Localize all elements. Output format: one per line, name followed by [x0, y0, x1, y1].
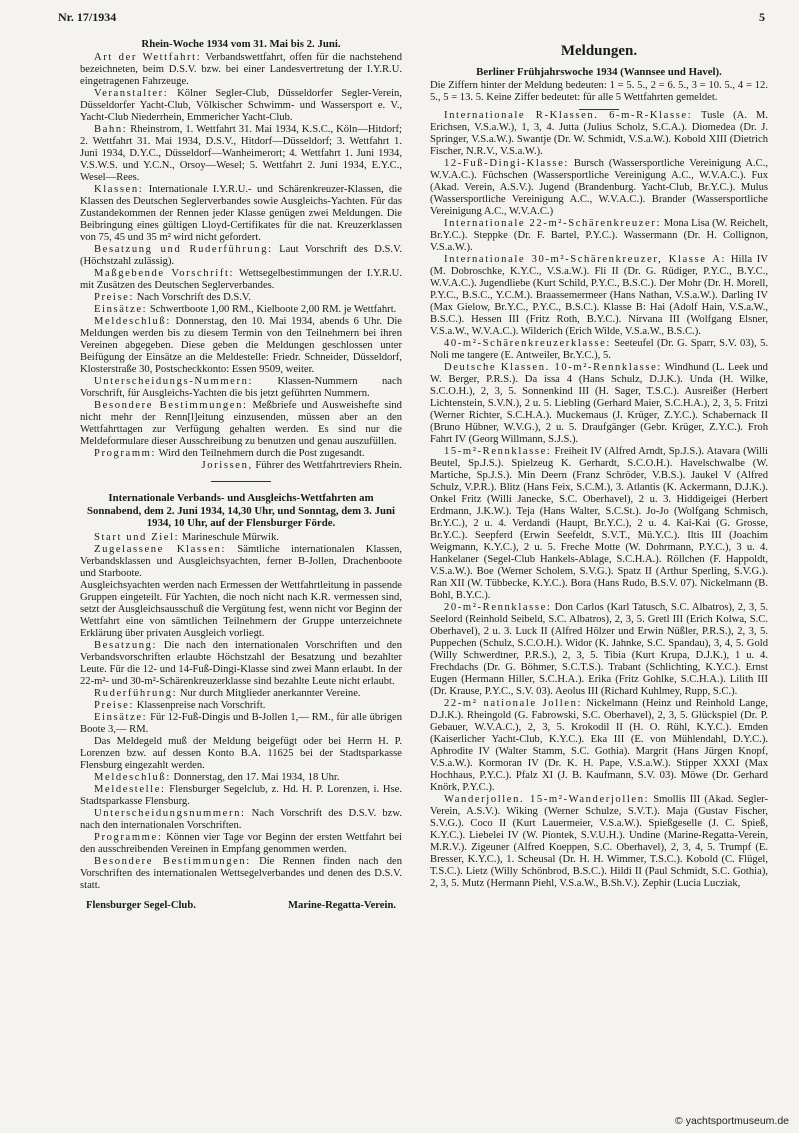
rhein-programm: Programm: Wird den Teilnehmern durch die Post zugesandt.	[94, 448, 365, 460]
fl-ruder: Ruderführung: Nur durch Mitglieder anerkannter Vereine.	[94, 687, 361, 699]
page-number: 5	[759, 10, 765, 24]
flensburg-title: Internationale Verbands- und Ausgleichs-Wettfahrten am Sonnabend, dem 2. Juni 1934, 14,30 Uhr, und Sonntag, dem 3. Juni 1934, 10 Uhr, auf der Flensburger Förde.	[86, 492, 395, 530]
rhein-title: Rhein-Woche 1934 vom 31. Mai bis 2. Juni.	[141, 38, 341, 50]
entry-22qm-jollen: 22-m² nationale Jollen: Nickelmann (Heinz und Reinhold Lange, D.J.K.). Rheingold (G. Fabrowski, S.C. Oberhavel), 2, 3, 5. Glückspiel (Dr. P. Gebauer, W.V.A.C.), 2, 3, 5. Krokodil II (H. O. Rühl, K.Y.C.). Emden (Kaiserlicher Yacht-Club, K.Y.C.). Eka III (E. von Mühlendahl, D.Y.C.). Aphrodite IV (Walter Stamm, S.C. Gothia). Margrit (Hans Jürgen Knopf, V.S.a.W.). Kormoran IV (Dr. K. H. Pape, V.S.a.W.). Stipper XXXI (Max Hochhaus, P.Y.C.). Pfalz XI (J. B. Kaufmann, S.V. 03). Möwe (Dr. Gerhard Knörk, P.Y.C.).	[430, 698, 768, 794]
entry-6m-r: Internationale R-Klassen. 6-m-R-Klasse: Tusle (A. M. Erichsen, V.S.a.W.), 1, 3, 4. Jutta (Julius Scholz, S.C.A.). Diomedea (Dr. J. Springer, V.S.a.W.). Swantje (Dr. W. Schmidt, V.S.a.W.). Kobold XIII (Dietrich Fischer, N.R.V., V.S.a.W.).	[430, 110, 768, 158]
fl-meldeschluss: Meldeschluß: Donnerstag, den 17. Mai 1934, 18 Uhr.	[94, 771, 340, 783]
rhein-klassen: Klassen: Internationale I.Y.R.U.- und Schärenkreuzer-Klassen, die Klassen des Deutschen Seglerverbandes sowie Ausgleichs-Yachten. Für das Zustandekommen der Rennen jeder Klasse genügen zwei Meldungen. Die Beibringung eines gültigen Lloyd-Certifikates für die nat. Kreuzerklassen von 75, 45 und 35 m² wird nicht gefordert.	[80, 184, 402, 244]
rhein-art: Art der Wettfahrt: Verbandswettfahrt, offen für die nachstehend bezeichneten, beim D.S.V. bzw. bei einer Landesvertretung der I.Y.R.U. eingetragenen Fahrzeuge.	[80, 52, 403, 88]
section-divider	[211, 481, 271, 482]
rhein-bestimmungen: Besondere Bestimmungen: Meßbriefe und Ausweishefte sind nicht mehr der Renn[l]eitung einzusenden, müssen aber an den Wettfahrttagen zur Verfügung gehalten werden. Es sind nur die Meldeformulare dieser Ausschreibung zu benutzen und genau auszufüllen.	[80, 400, 402, 448]
meldungen-heading: Meldungen.	[560, 43, 638, 59]
meldungen-subheading: Berliner Frühjahrswoche 1934 (Wannsee und Havel).	[476, 66, 722, 78]
right-column	[430, 38, 768, 890]
entry-40qm: 40-m²-Schärenkreuzerklasse: Seeteufel (Dr. G. Sparr, S.V. 03), 5. Noli me tangere (E. Antweiler, Br.Y.C.), 5.	[430, 338, 768, 362]
entry-22qm: Internationale 22-m²-Schärenkreuzer: Mona Lisa (W. Reichelt, Br.Y.C.). Steppke (Dr. F. Bartel, P.Y.C.). Wassermann (Dr. H. Collignon, V.S.a.W.).	[430, 218, 768, 254]
entry-15qm-renn: 15-m²-Rennklasse: Freiheit IV (Alfred Arndt, Sp.J.S.). Atavara (Willi Beutel, Sp.J.S.). Spielzeug K. Gerhardt, S.C.O.H.). Havelschwalbe (W. Martiche, Sp.J.S.). Min Deern (Franz Schröder, V.B.S.). Jaukel V (Alfred Schulz, V.P.R.). Blitz (Hans Feix, S.C.M.), 3. Atlantis (K. Ackermann, D.J.K.). Onkel Fritz (Willi Janecke, S.C. Oberhavel), 2 u. 3. Hiddigeigei (Herbert Erdmann, J.K.W.). Teja (Hans Walter, S.C.St.). Jo-Jo (Wolfgang Schmisch, Br.Y.C.), 2 u. 4. Verdandi (Haupt, Br.Y.C.), 2 u. 4. Kai-Kai (G. Grosse, Br.Y.C.). Seepferd (Erwin Seefeldt, S.V.T., Mü.Y.C.). Iltis III (Joachim Weigmann, K.Y.C.), 2 u. 5. Freche Motte (W. Dohrmann, P.Y.C.), 3 u. 4. Hankelaner (Segel-Club Hankels-Ablage, S.C.H.A.). Röllchen (F. Happoldt, V.S.a.W.). Boe (Werner Scholem, S.V.G.). Spatz II (Arthur Sperling, S.V.G.). Ran XII (W. Tübbecke, K.Y.C.). Bora (Hans Rudo, B.S.V. 07). Nickelmann (B. Bohl, B.Y.C.).	[430, 446, 768, 602]
fl-einsaetze: Einsätze: Für 12-Fuß-Dingis und B-Jollen 1,— RM., für alle übrigen Boote 3,— RM.	[80, 711, 402, 735]
page-header	[58, 10, 765, 26]
rhein-meldeschluss: Meldeschluß: Donnerstag, den 10. Mai 1934, abends 6 Uhr. Die Meldungen werden bis zu diesem Termin von den Teilnehmern bei ihren Vereinen abgegeben. Diese geben die Meldungen geschlossen unter Beifügung der Einsätze an die Meldestelle: Friedr. Schneider, Düsseldorf, Klosterstraße 30, Postscheckkonto: Essen 9509, weiter.	[80, 316, 402, 376]
signature-segel-club: Flensburger Segel-Club.	[86, 899, 196, 911]
fl-meldestelle: Meldestelle: Flensburger Segelclub, z. Hd. H. P. Lorenzen, i. Hse. Stadtsparkasse Flensburg.	[80, 783, 402, 807]
rhein-veranstalter: Veranstalter: Kölner Segler-Club, Düsseldorfer Segler-Verein, Düsseldorfer Yacht-Club, Völkischer Schwimm- und Wassersport e. V., Yacht-Club Niederrhein, Emmericher Yacht-Club.	[80, 88, 402, 124]
fl-klassen: Zugelassene Klassen: Sämtliche internationalen Klassen, Verbandsklassen und Ausgleichsyachten, ferner B-Jollen, Drachenboote und Starboote.	[80, 543, 402, 579]
entry-30qm: Internationale 30-m²-Schärenkreuzer, Klasse A: Hilla IV (M. Dobroschke, K.Y.C., V.S.a.W.). Fli II (Dr. G. Rüdiger, P.Y.C., B.Y.C., W.V.A.C.). Jugendliebe (Kurt Schild, P.Y.C., B.S.C.). Der Mohr (Dr. H. Morell, P.Y.C., B.S.C., Y.C.M.). Braassemermeer (Hans Nathan, V.S.a.W.). Darling IV (Max Gielow, Br.Y.C., P.Y.C., B.S.C.). Klasse B: Hai (Adolf Hain, V.S.a.W., B.S.C.). Hessen III (Fritz Roth, B.Y.C.). Nirvana III (Wolfgang Elsner, V.S.a.W., W.V.A.C.). Wilderich (Erich Wilde, V.S.a.W., B.S.C.).	[430, 254, 768, 338]
rhein-besatzung: Besatzung und Ruderführung: Laut Vorschrift des D.S.V. (Höchstzahl zulässig).	[80, 244, 403, 268]
entry-12ft-dingi: 12-Fuß-Dingi-Klasse: Bursch (Wassersportliche Vereinigung A.C., W.V.A.C.). Füchschen (Wassersportliche Vereinigung A.C., W.V.A.C.). Fux (Akad. Verein, A.S.V.). Jugend (Brandenburg. Yacht-Club, Br.Y.C.). Mulus (Wassersportliche Vereinigung A.C., W.V.A.C.). Brander (Wassersportliche Vereinigung A.C., W.V.A.C.)	[430, 158, 768, 218]
rhein-vorschrift: Maßgebende Vorschrift: Wettsegelbestimmungen der I.Y.R.U. mit Zusätzen des Deutschen Seglerverbandes.	[80, 268, 402, 292]
fl-nummern: Unterscheidungsnummern: Nach Vorschrift des D.S.V. bzw. nach den internationalen Vorschriften.	[80, 807, 402, 831]
rhein-einsaetze: Einsätze: Schwertboote 1,00 RM., Kielboote 2,00 RM. je Wettfahrt.	[94, 304, 397, 316]
fl-start: Start und Ziel: Marineschule Mürwik.	[94, 531, 279, 543]
entry-10qm-renn: Deutsche Klassen. 10-m²-Rennklasse: Windhund (L. Leek und W. Berger, P.R.S.). Da issa 4 (Hans Schulz, D.J.K.). Unda (H. Wilke, S.C.O.H.), 2, 3, 5. Sonnenkind III (H. Sager, T.S.C.). Ausreißer (Herbert Lichtenstein, S.V.N.), 2 u. 5. Liebling (Gerhard Maier, S.C.H.A.), 2, 3, 5. Fritzi (Werner Richter, S.C.H.A.). Muckemaus (J. Krüger, Z.Y.C.). Schabernack II (Bruno Hübner, W.V.G.), 2 u. 5. Draufgänger (Gebr. Krüger, Z.Y.C.). Froh Fahrt IV (Georg Willmann, S.J.S.).	[430, 362, 768, 446]
entry-20qm-renn: 20-m²-Rennklasse: Don Carlos (Karl Tatusch, S.C. Albatros), 2, 3, 5. Seelord (Reinhold Seibeld, S.C. Albatros), 2, 3, 5. Gretl III (Erich Kolwa, S.C. Oberhavel), 2 u. 3. Luck II (Alfred Hölzer und Erwin Nüßler, P.R.S.), 2, 3, 5. Puppechen (Schulz, S.C.O.H.). Widor (K. Jahnke, S.C. Spandau), 3, 4, 5. Gold (Willy Schwerdtner, P.R.S.), 2, 3, 5. Tibia (Kurt Krupa, D.J.K.), 1 u. 4. Frechdachs (Dr. G. Böhmer, S.C.T.S.). Trabant (Schlichting, K.Y.C.). Ernst Eugen (Hermann Hiller, S.C.H.A.). Erika (Fritz Gohlke, S.C.H.A.). Lilith III (Dr. Krause, P.Y.C., S.V. 03). Aeolus III (Richard Kuhlmey, Rupp, S.C.).	[430, 602, 768, 698]
fl-meldegeld: Das Meldegeld muß der Meldung beigefügt oder bei Herrn H. P. Lorenzen bzw. auf dessen Konto B.A. 11625 bei der Stadtsparkasse Flensburg eingezahlt werden.	[80, 735, 402, 771]
flensburg-signatures	[80, 900, 402, 912]
left-column	[80, 38, 402, 912]
signature-regatta-verein: Marine-Regatta-Verein.	[288, 899, 396, 911]
rhein-bahn: Bahn: Rheinstrom, 1. Wettfahrt 31. Mai 1934, K.S.C., Köln—Hitdorf; 2. Wettfahrt 31. Mai 1934, D.S.V., Hitdorf—Düsseldorf; 3. Wettfahrt 1. Juni 1934, D.Y.C., Düsseldorf—Wanheimerort; 4. Wettfahrt 1. Juni 1934, V.S.W.S. und Y.C.N., Orsoy—Wesel; 5. Wettfahrt 2. Juni 1934, E.Y.C., Wesel—Rees.	[80, 124, 402, 184]
fl-ausgleich: Ausgleichsyachten werden nach Ermessen der Wettfahrtleitung in passende Gruppen eingeteilt. Für Yachten, die noch nicht nach K.R. vermessen sind, setzt der Ausgleichsausschuß die Vergütung fest, wenn nicht vor Beginn der Wettfahrt eine von sämtlichen Teilnehmern der Gruppe unterzeichnete Erklärung über privaten Ausgleich vorliegt.	[80, 579, 402, 639]
entry-wanderjollen: Wanderjollen. 15-m²-Wanderjollen: Smollis III (Akad. Segler-Verein, A.S.V.). Wiking (Werner Schulze, S.V.T.). Maja (Gustav Fischer, S.V.G.). Coco II (Kurt Lauermeier, V.S.a.W.). Spießgeselle (J. C. Spieß, K.Y.C.). Liebelei IV (W. Piontek, S.V.U.H.). Undine (Marine-Regatta-Verein, M.R.V.). Zigeuner (Alfred Koeppen, S.C. Oberhavel), 2, 3, 4, 5. Trumpf (E. Bresser, K.Y.C.), 1. Scheusal (Dr. H. H. Wimmer, T.S.C.). Kobold (C. Flügel, T.S.C.). Lietz (Willy Schönbrod, B.S.C.). Hildi II (Paul Schmidt, S.C. Gothia), 2, 3, 5. Mutz (Hermann Piehl, V.S.a.W., B.Sh.V.). Zephir (Lucia Lucziak,	[430, 794, 768, 890]
fl-preise: Preise: Klassenpreise nach Vorschrift.	[94, 699, 266, 711]
rhein-nummern: Unterscheidungs-Nummern: Klassen-Nummern nach Vorschrift, für Ausgleichs-Yachten die bis jetzt geführten Nummern.	[80, 376, 402, 400]
fl-programme: Programme: Können vier Tage vor Beginn der ersten Wettfahrt bei den ausschreibenden Vereinen in Empfang genommen werden.	[80, 831, 402, 855]
fl-besatzung: Besatzung: Die nach den internationalen Vorschriften und den Verbandsvorschriften erlaubte Höchstzahl der Besatzung und bezahlter Leute. Für die 12- und 14-Fuß-Dingi-Klasse sind zwei Mann erlaubt. In der 22-m²- und 30-m²-Schärenkreuzerklasse sind bezahlte Leute nicht erlaubt.	[80, 639, 402, 687]
fl-bestimmungen: Besondere Bestimmungen: Die Rennen finden nach den Vorschriften des internationalen Wettsegelverbandes und denen des D.S.V. statt.	[80, 855, 402, 891]
rhein-signature: Jorissen, Führer des Wettfahrtreviers Rhein.	[201, 460, 402, 472]
watermark-credit: © yachtsportmuseum.de	[675, 1115, 789, 1127]
rhein-preise: Preise: Nach Vorschrift des D.S.V.	[94, 292, 251, 304]
issue-number: Nr. 17/1934	[58, 10, 117, 24]
meldungen-intro: Die Ziffern hinter der Meldung bedeuten: 1 = 5. 5., 2 = 6. 5., 3 = 10. 5., 4 = 12. 5., 5 = 13. 5. Keine Ziffer bedeutet: für alle 5 Wettfahrten gemeldet.	[430, 80, 768, 104]
